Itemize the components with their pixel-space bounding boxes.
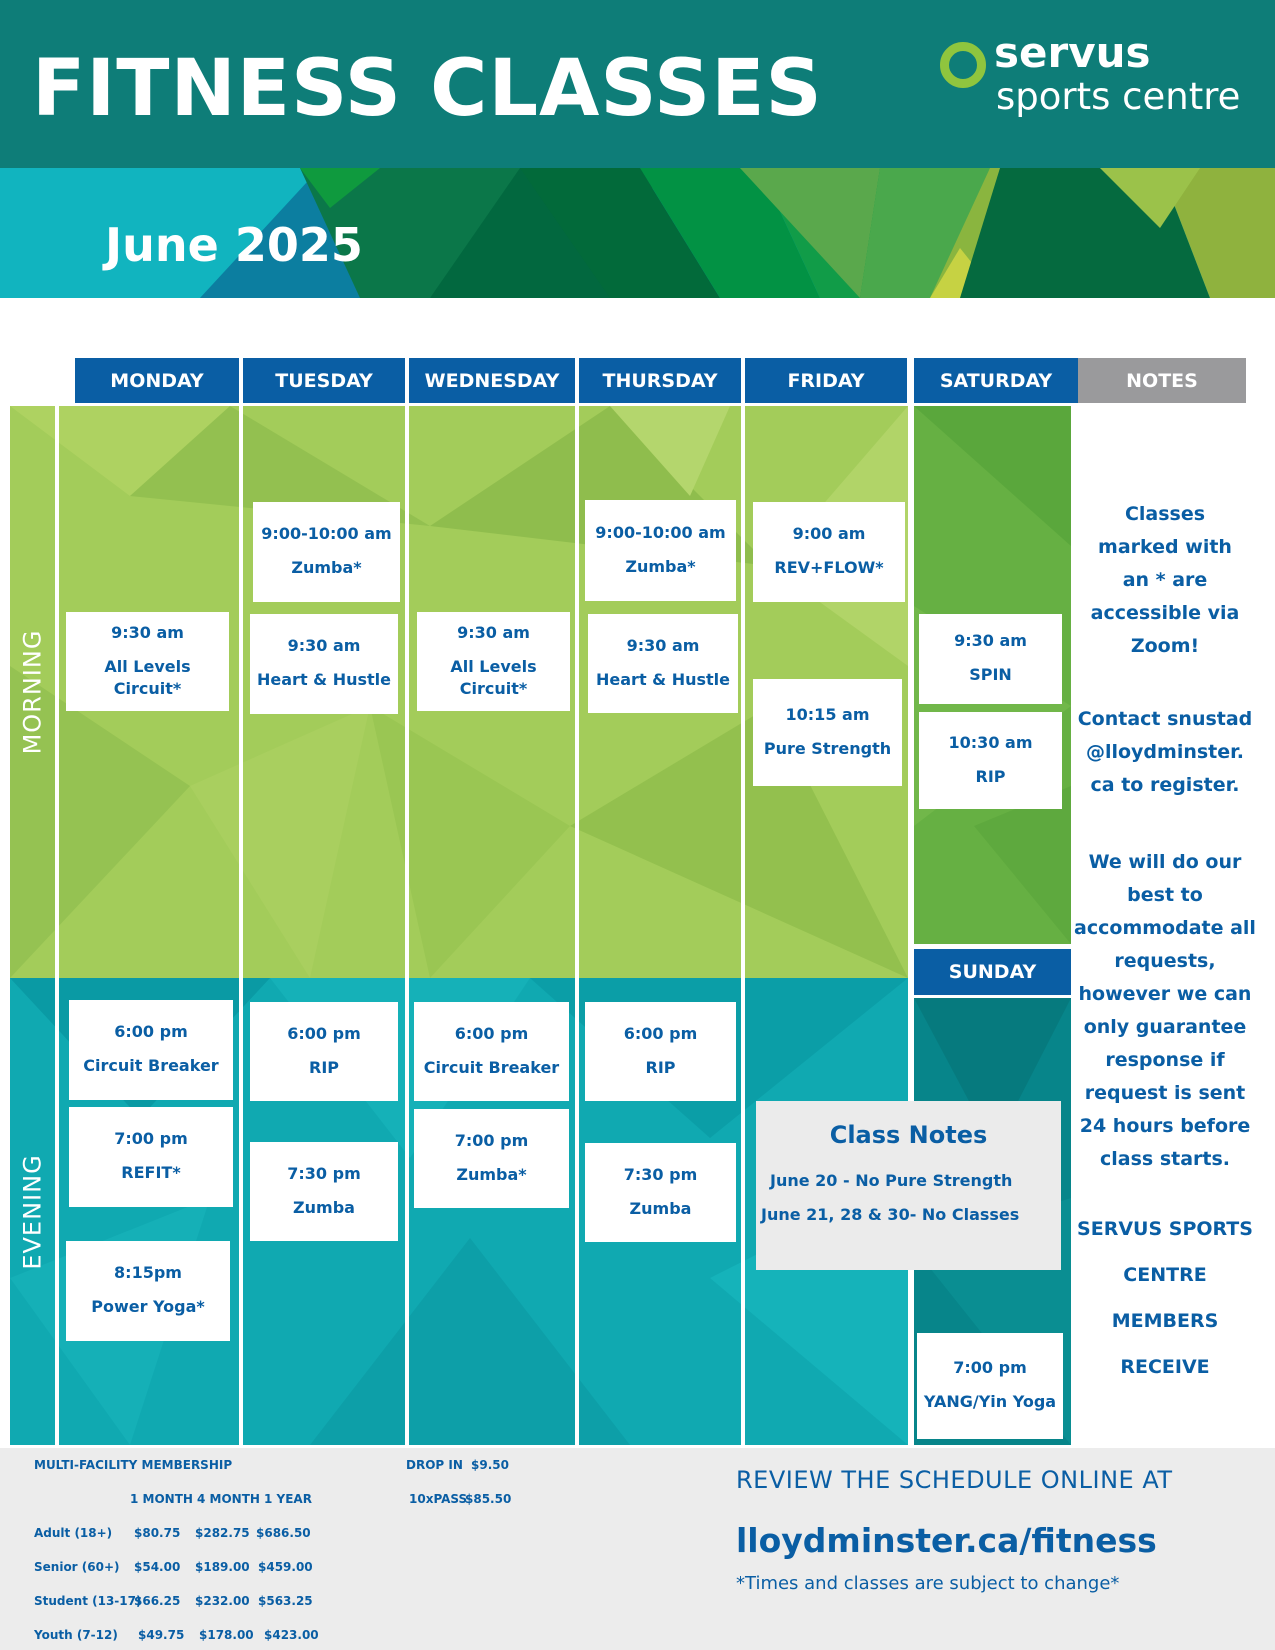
class-time: 9:30 am bbox=[111, 622, 184, 642]
class-notes-box bbox=[756, 1101, 1061, 1270]
month-title: June 2025 bbox=[105, 218, 363, 272]
membership-col-header: 1 MONTH bbox=[130, 1492, 193, 1506]
class-card-thursday-am1 bbox=[585, 500, 736, 601]
class-time: 10:30 am bbox=[948, 732, 1033, 752]
column-divider bbox=[575, 406, 579, 1445]
class-name: All Levels Circuit* bbox=[104, 656, 191, 698]
members-note bbox=[1071, 1206, 1259, 1390]
class-card-friday-am2 bbox=[753, 679, 902, 786]
requests-note: We will do our best to accommodate all requests, however we can only guarantee response if request is sent 24 hours before class starts. bbox=[1074, 851, 1256, 1170]
section-label-morning bbox=[10, 406, 55, 978]
membership-price: $563.25 bbox=[258, 1594, 313, 1608]
class-name: RIP bbox=[645, 1057, 676, 1077]
logo-text-line2: sports centre bbox=[996, 75, 1241, 118]
column-divider bbox=[55, 406, 59, 1445]
day-header-saturday: SATURDAY bbox=[914, 358, 1078, 403]
membership-price: $80.75 bbox=[134, 1526, 181, 1540]
membership-price: $49.75 bbox=[138, 1628, 185, 1642]
membership-row-label: Senior (60+) bbox=[34, 1560, 120, 1574]
class-name: REV+FLOW* bbox=[774, 558, 884, 578]
day-header-wednesday: WEDNESDAY bbox=[409, 358, 575, 403]
drop-in-price: $9.50 bbox=[471, 1458, 509, 1472]
column-divider bbox=[908, 406, 914, 1445]
contact-note: Contact snustad @lloydminster. ca to register. bbox=[1077, 708, 1253, 796]
membership-price: $232.00 bbox=[195, 1594, 250, 1608]
page-title: FITNESS CLASSES bbox=[32, 44, 823, 134]
class-card-monday-pm3 bbox=[66, 1241, 230, 1341]
class-name: Pure Strength bbox=[763, 738, 892, 758]
class-name: Heart & Hustle bbox=[596, 669, 730, 689]
review-online-text: REVIEW THE SCHEDULE ONLINE AT bbox=[736, 1466, 1173, 1494]
class-name: Power Yoga* bbox=[91, 1297, 205, 1317]
day-header-tuesday: TUESDAY bbox=[243, 358, 405, 403]
membership-price: $178.00 bbox=[199, 1628, 254, 1642]
class-card-tuesday-am1 bbox=[253, 502, 400, 602]
class-name: YANG/Yin Yoga bbox=[923, 1392, 1057, 1412]
servus-logo bbox=[940, 28, 1250, 126]
class-card-wednesday-pm2 bbox=[414, 1109, 569, 1208]
class-time: 7:30 pm bbox=[287, 1163, 361, 1183]
class-time: 9:00-10:00 am bbox=[261, 524, 392, 544]
class-name: Heart & Hustle bbox=[257, 670, 391, 690]
pass-price: $85.50 bbox=[465, 1492, 512, 1506]
class-card-monday-am bbox=[66, 612, 229, 711]
class-card-wednesday-am bbox=[417, 612, 570, 711]
day-header-thursday: THURSDAY bbox=[579, 358, 741, 403]
class-card-thursday-pm2 bbox=[585, 1143, 736, 1242]
class-name: Circuit Breaker bbox=[423, 1057, 560, 1077]
class-name: Zumba bbox=[293, 1197, 355, 1217]
logo-text-line1: servus bbox=[994, 28, 1151, 77]
class-name: Zumba* bbox=[291, 558, 362, 578]
zoom-note: Classes marked with an * are accessible via Zoom! bbox=[1090, 503, 1240, 657]
membership-price: $686.50 bbox=[256, 1526, 311, 1540]
class-time: 9:00-10:00 am bbox=[595, 522, 726, 542]
membership-price: $66.25 bbox=[134, 1594, 181, 1608]
class-name: All Levels Circuit* bbox=[450, 656, 537, 698]
membership-row-label: Youth (7-12) bbox=[34, 1628, 118, 1642]
class-time: 9:30 am bbox=[626, 635, 700, 655]
membership-price: $282.75 bbox=[195, 1526, 250, 1540]
class-name: Zumba* bbox=[625, 556, 696, 576]
class-notes-line: June 20 - No Pure Strength bbox=[770, 1171, 1013, 1190]
class-card-tuesday-pm2 bbox=[250, 1142, 398, 1241]
class-time: 10:15 am bbox=[785, 704, 870, 724]
membership-col-header: 1 YEAR bbox=[264, 1492, 312, 1506]
class-card-sunday-pm bbox=[917, 1333, 1063, 1439]
membership-title: MULTI-FACILITY MEMBERSHIP bbox=[34, 1458, 233, 1472]
class-name: SPIN bbox=[969, 665, 1012, 685]
class-name: REFIT* bbox=[121, 1163, 181, 1183]
class-card-friday-am1 bbox=[753, 502, 905, 602]
class-time: 7:00 pm bbox=[454, 1130, 529, 1150]
class-notes-line: June 21, 28 & 30- No Classes bbox=[761, 1205, 1020, 1224]
membership-price: $189.00 bbox=[195, 1560, 250, 1574]
logo-ring-icon bbox=[940, 42, 986, 88]
class-notes-title: Class Notes bbox=[829, 1121, 988, 1149]
class-name: Zumba* bbox=[456, 1164, 527, 1184]
pass-label: 10xPASS bbox=[409, 1492, 468, 1506]
class-time: 6:00 pm bbox=[454, 1023, 529, 1043]
class-time: 9:30 am bbox=[457, 622, 530, 642]
class-name: Zumba bbox=[629, 1198, 692, 1218]
column-divider bbox=[741, 406, 745, 1445]
section-label-evening bbox=[10, 978, 55, 1445]
class-time: 7:30 pm bbox=[623, 1164, 698, 1184]
class-time: 8:15pm bbox=[114, 1263, 182, 1283]
membership-col-header: 4 MONTH bbox=[197, 1492, 260, 1506]
class-time: 6:00 pm bbox=[623, 1023, 698, 1043]
class-card-tuesday-pm1 bbox=[250, 1002, 398, 1101]
class-card-thursday-am2 bbox=[588, 614, 738, 713]
class-card-monday-pm1 bbox=[69, 1000, 233, 1100]
membership-row-label: Student (13-17) bbox=[34, 1594, 142, 1608]
class-time: 9:30 am bbox=[287, 636, 361, 656]
membership-row-label: Adult (18+) bbox=[34, 1526, 113, 1540]
class-time: 6:00 pm bbox=[287, 1023, 361, 1043]
drop-in-label: DROP IN bbox=[406, 1458, 463, 1472]
membership-price: $54.00 bbox=[134, 1560, 181, 1574]
notes-column bbox=[1071, 498, 1259, 1390]
day-header-monday: MONDAY bbox=[75, 358, 239, 403]
day-header-friday: FRIDAY bbox=[745, 358, 907, 403]
morning-label: MORNING bbox=[18, 629, 47, 755]
members-line: CENTRE bbox=[1123, 1264, 1207, 1286]
class-card-thursday-pm1 bbox=[585, 1002, 736, 1101]
class-name: RIP bbox=[975, 766, 1006, 786]
members-line: MEMBERS bbox=[1111, 1310, 1219, 1332]
day-header-sunday: SUNDAY bbox=[914, 949, 1071, 995]
column-divider bbox=[239, 406, 243, 1445]
disclaimer-text: *Times and classes are subject to change* bbox=[736, 1573, 1120, 1594]
evening-label: EVENING bbox=[18, 1153, 47, 1270]
members-line: RECEIVE bbox=[1120, 1356, 1210, 1378]
class-card-monday-pm2 bbox=[69, 1107, 233, 1207]
class-card-saturday-am2 bbox=[919, 712, 1062, 809]
class-name: Circuit Breaker bbox=[83, 1056, 219, 1076]
class-time: 9:30 am bbox=[954, 631, 1027, 651]
class-time: 6:00 pm bbox=[114, 1022, 188, 1042]
notes-header: NOTES bbox=[1078, 358, 1246, 403]
class-time: 9:00 am bbox=[792, 524, 866, 544]
fitness-url-link[interactable]: lloydminster.ca/fitness bbox=[736, 1521, 1157, 1560]
members-line: SERVUS SPORTS bbox=[1077, 1218, 1253, 1240]
membership-price: $423.00 bbox=[264, 1628, 319, 1642]
membership-price: $459.00 bbox=[258, 1560, 313, 1574]
class-card-wednesday-pm1 bbox=[414, 1002, 569, 1101]
class-time: 7:00 pm bbox=[953, 1358, 1027, 1378]
class-time: 7:00 pm bbox=[114, 1129, 188, 1149]
column-divider bbox=[405, 406, 409, 1445]
class-card-saturday-am1 bbox=[919, 614, 1062, 704]
class-card-tuesday-am2 bbox=[250, 614, 398, 714]
class-name: RIP bbox=[309, 1057, 339, 1077]
